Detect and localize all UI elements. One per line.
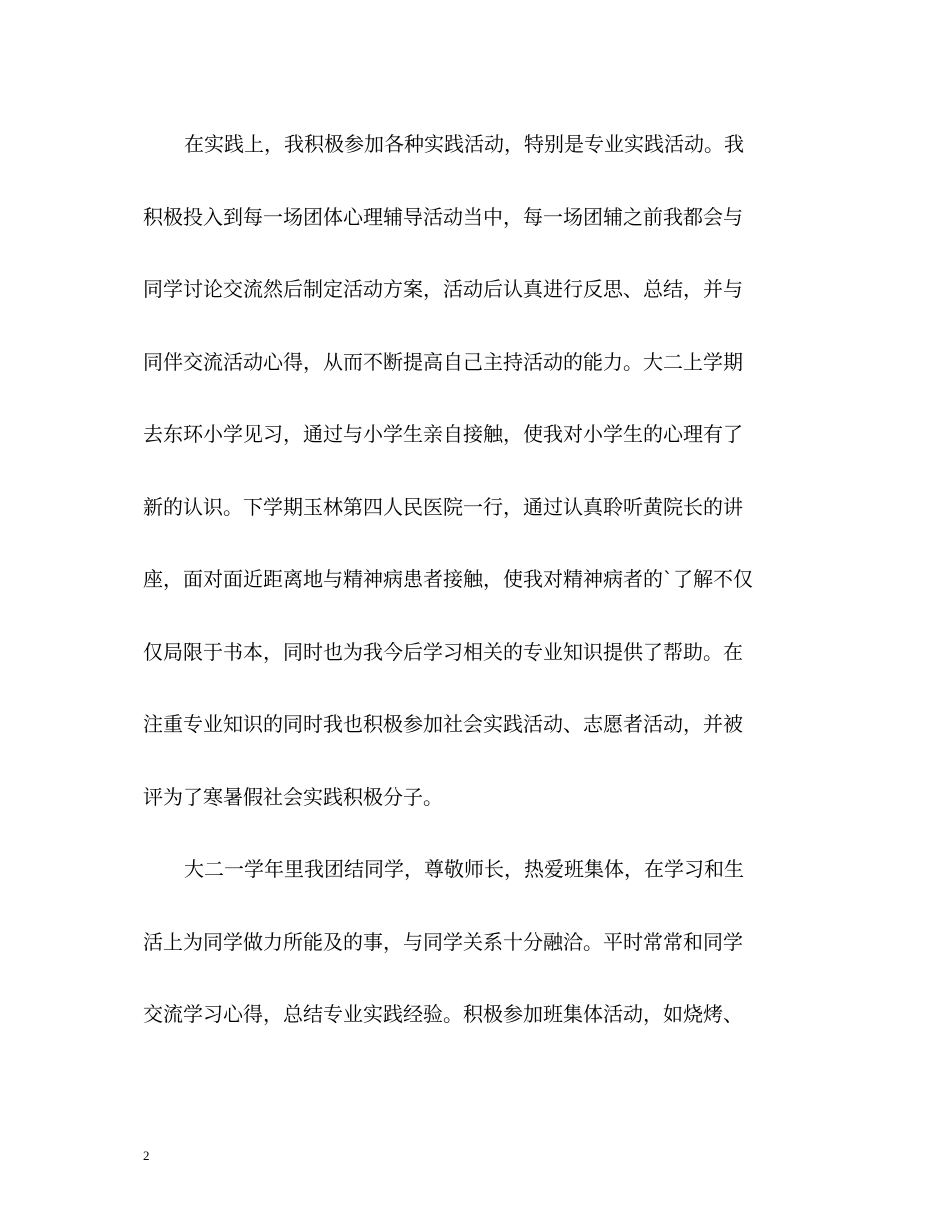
page-number: 2 (143, 1148, 150, 1163)
paragraph-1-line-7: 座，面对面近距离地与精神病患者接触，使我对精神病者的`了解不仅 (143, 567, 753, 591)
paragraph-1-line-5: 去东环小学见习，通过与小学生亲自接触，使我对小学生的心理有了 (143, 422, 743, 446)
paragraph-2-line-3: 交流学习心得，总结专业实践经验。积极参加班集体活动，如烧烤、 (143, 1002, 743, 1026)
paragraph-1-line-4: 同伴交流活动心得，从而不断提高自己主持活动的能力。大二上学期 (143, 349, 743, 374)
paragraph-1-line-1: 在实践上，我积极参加各种实践活动，特别是专业实践活动。我 (184, 132, 744, 156)
paragraph-1-line-3: 同学讨论交流然后制定活动方案，活动后认真进行反思、总结，并与 (143, 277, 743, 301)
paragraph-1-line-10: 评为了寒暑假社会实践积极分子。 (143, 784, 443, 809)
paragraph-1-line-6: 新的认识。下学期玉林第四人民医院一行，通过认真聆听黄院长的讲 (143, 494, 743, 519)
body-text (143, 124, 808, 1067)
paragraph-2-line-1: 大二一学年里我团结同学，尊敬师长，热爱班集体，在学习和生 (184, 857, 744, 881)
paragraph-1-line-2: 积极投入到每一场团体心理辅导活动当中，每一场团辅之前我都会与 (143, 204, 743, 229)
paragraph-1-line-8: 仅局限于书本，同时也为我今后学习相关的专业知识提供了帮助。在 (143, 639, 743, 664)
paragraph-1-line-9: 注重专业知识的同时我也积极参加社会实践活动、志愿者活动，并被 (143, 712, 743, 736)
paragraph-2-line-2: 活上为同学做力所能及的事，与同学关系十分融洽。平时常常和同学 (143, 929, 743, 954)
